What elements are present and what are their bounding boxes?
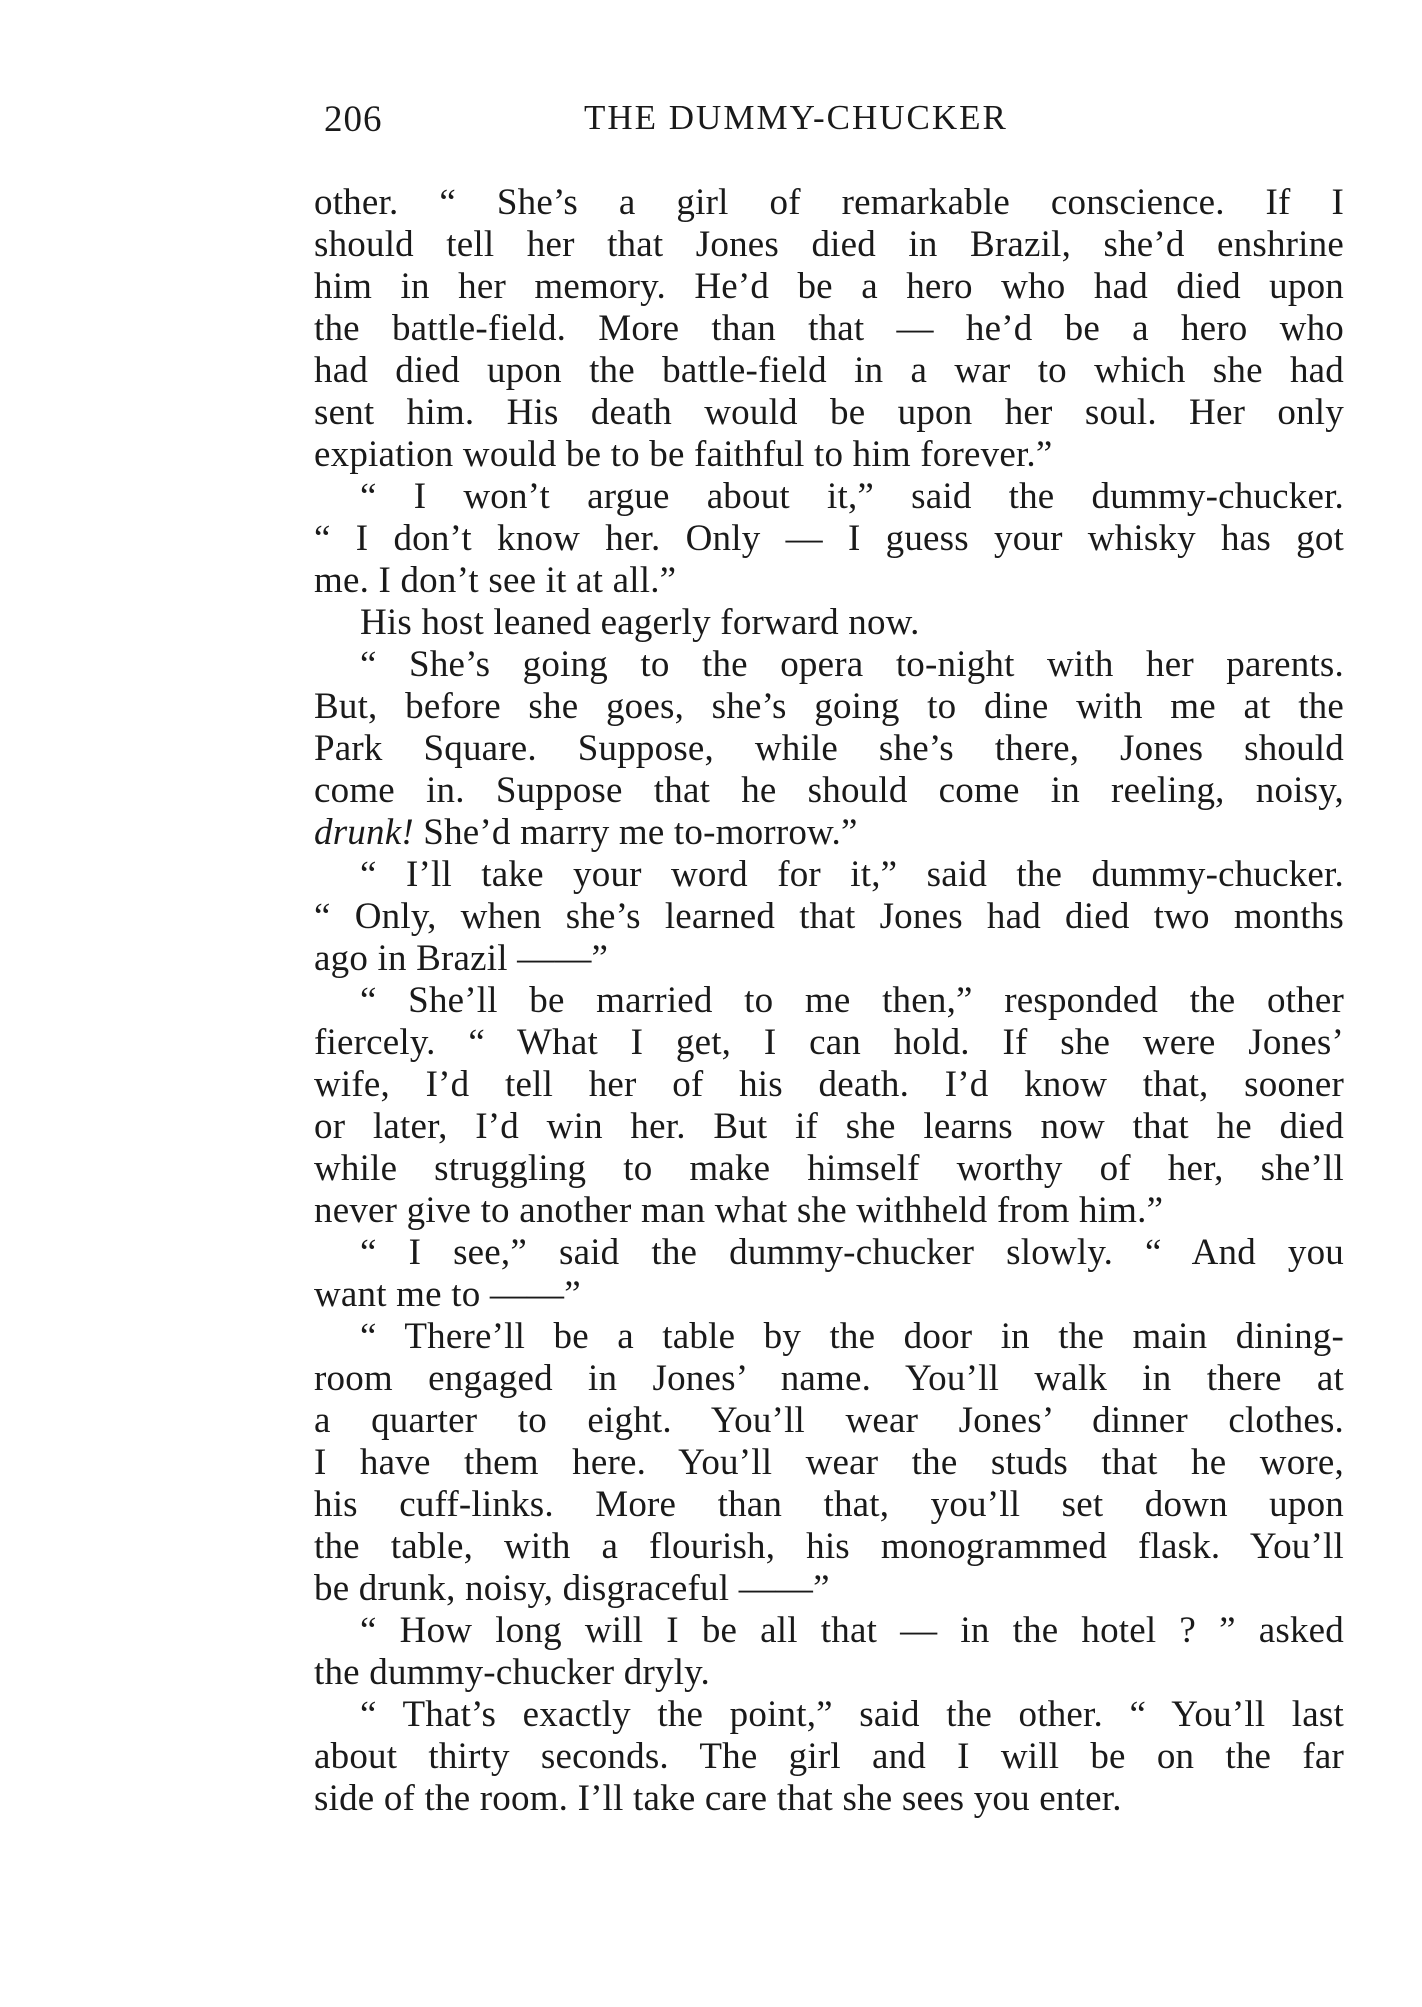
emphasis: drunk!	[314, 812, 414, 853]
text-line: the table, with a flourish, his monogrammed flask. You’ll	[314, 1526, 1344, 1567]
text-line: never give to another man what she withheld from him.”	[314, 1190, 1164, 1231]
paragraph	[314, 1316, 1344, 1610]
paragraph	[314, 1694, 1344, 1820]
running-head: THE DUMMY-CHUCKER	[584, 98, 1008, 137]
text-line: “ She’ll be married to me then,” responded the other	[360, 980, 1344, 1021]
text-line: wife, I’d tell her of his death. I’d know that, sooner	[314, 1064, 1344, 1105]
text-line: the dummy-chucker dryly.	[314, 1652, 710, 1693]
text-line: “ I don’t know her. Only — I guess your whisky has got	[314, 518, 1344, 559]
text-line: sent him. His death would be upon her soul. Her only	[314, 392, 1344, 433]
text-line: “ I won’t argue about it,” said the dummy-chucker.	[360, 476, 1344, 517]
paragraph	[314, 182, 1344, 476]
paragraph	[314, 602, 1344, 644]
paragraph	[314, 644, 1344, 854]
paragraph	[314, 854, 1344, 980]
text-line: “ Only, when she’s learned that Jones had died two months	[314, 896, 1344, 937]
paragraph	[314, 980, 1344, 1232]
text-line: “ She’s going to the opera to-night with her parents.	[360, 644, 1344, 685]
text-line: him in her memory. He’d be a hero who had died upon	[314, 266, 1344, 307]
text-line: “ There’ll be a table by the door in the main dining-	[360, 1316, 1344, 1357]
text-line: come in. Suppose that he should come in reeling, noisy,	[314, 770, 1344, 811]
text-line: I have them here. You’ll wear the studs that he wore,	[314, 1442, 1344, 1483]
paragraph	[314, 1610, 1344, 1694]
text-line: about thirty seconds. The girl and I will be on the far	[314, 1736, 1344, 1777]
text-line: fiercely. “ What I get, I can hold. If she were Jones’	[314, 1022, 1344, 1063]
text-line: me. I don’t see it at all.”	[314, 560, 677, 601]
text-line: But, before she goes, she’s going to dine with me at the	[314, 686, 1344, 727]
text-line: while struggling to make himself worthy of her, she’ll	[314, 1148, 1344, 1189]
text-line: other. “ She’s a girl of remarkable conscience. If I	[314, 182, 1344, 223]
text-line: his cuff-links. More than that, you’ll set down upon	[314, 1484, 1344, 1525]
page-number: 206	[324, 99, 383, 140]
text-line: “ I see,” said the dummy-chucker slowly. “ And you	[360, 1232, 1344, 1273]
text-line: “ That’s exactly the point,” said the other. “ You’ll last	[360, 1694, 1344, 1735]
page-header	[324, 98, 1344, 148]
text-line: His host leaned eagerly forward now.	[360, 602, 920, 643]
text-line: drunk! She’d marry me to-morrow.”	[314, 812, 858, 853]
text-line: a quarter to eight. You’ll wear Jones’ dinner clothes.	[314, 1400, 1344, 1441]
text-line: the battle-field. More than that — he’d be a hero who	[314, 308, 1344, 349]
text-line: want me to ——”	[314, 1274, 581, 1315]
paragraph	[314, 1232, 1344, 1316]
text-line: “ How long will I be all that — in the hotel ? ” asked	[360, 1610, 1344, 1651]
text-line: room engaged in Jones’ name. You’ll walk in there at	[314, 1358, 1344, 1399]
text-line: or later, I’d win her. But if she learns now that he died	[314, 1106, 1344, 1147]
paragraph	[314, 476, 1344, 602]
text-line: “ I’ll take your word for it,” said the dummy-chucker.	[360, 854, 1344, 895]
text-line: should tell her that Jones died in Brazil, she’d enshrine	[314, 224, 1344, 265]
text-line: Park Square. Suppose, while she’s there, Jones should	[314, 728, 1344, 769]
text-line: side of the room. I’ll take care that she sees you enter.	[314, 1778, 1122, 1819]
text-line: ago in Brazil ——”	[314, 938, 609, 979]
text-line: expiation would be to be faithful to him forever.”	[314, 434, 1053, 475]
text-line: be drunk, noisy, disgraceful ——”	[314, 1568, 830, 1609]
text-line: had died upon the battle-field in a war to which she had	[314, 350, 1344, 391]
body-text	[314, 182, 1344, 1820]
